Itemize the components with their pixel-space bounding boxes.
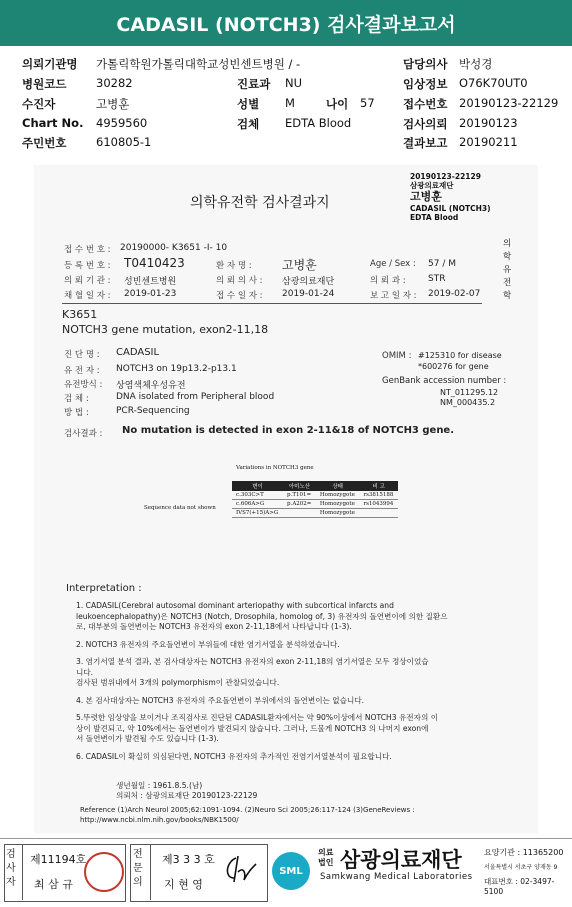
table-row xyxy=(232,500,398,509)
method-label: 방 법 : xyxy=(64,408,89,418)
acc-no-label: 접 수 번 호 : xyxy=(64,245,111,255)
specialist-name: 지 현 영 xyxy=(164,878,203,891)
report-label: 보 고 일 자 : xyxy=(370,291,417,301)
result-label: 검사결과 : xyxy=(64,429,103,439)
value-department: NU xyxy=(285,76,303,90)
receive-label: 접 수 일 자 : xyxy=(216,291,263,301)
specialist-no: 제3 3 3 호 xyxy=(162,853,215,866)
phone: 대표번호 : 02-3497-5100 xyxy=(484,877,555,896)
patient-label: 환 자 명 : xyxy=(216,261,252,271)
label-institution: 의뢰기관명 xyxy=(22,57,78,71)
examiner-no: 제11194호 xyxy=(30,853,87,866)
auth-no: 요양기관 : 11365200 xyxy=(484,848,564,857)
var-cell: c.606A>G xyxy=(232,500,283,509)
label-date: 20190123-22129 xyxy=(410,172,481,181)
specialist-label: 전문의 xyxy=(133,849,143,888)
interp-line: 4. 본 검사대상자는 NOTCH3 유전자의 주요돌연변이 부위에서의 돌연변이는 없습니다. xyxy=(76,695,365,705)
side-text: 의학유전학 xyxy=(503,239,512,301)
omim-label: OMIM : xyxy=(382,351,412,361)
divider xyxy=(22,844,23,900)
var-header: 아미노산 xyxy=(283,481,316,491)
value-accession: 20190123-22129 xyxy=(459,96,559,110)
examiner-name: 최 삼 규 xyxy=(34,878,73,891)
interp-line: 검사된 범위내에서 3개의 polymorphism이 관찰되었습니다. xyxy=(76,678,280,687)
age-sex-label: Age / Sex : xyxy=(370,259,416,269)
specimen-label xyxy=(410,172,491,222)
test-name: NOTCH3 gene mutation, exon2-11,18 xyxy=(62,323,269,336)
genbank-2: NM_000435.2 xyxy=(440,398,496,407)
table-row xyxy=(232,491,398,500)
value-institution: 가톨릭학원가톨릭대학교성빈센트병원 / - xyxy=(96,57,301,71)
var-cell: rs1043994 xyxy=(359,500,398,509)
interp-line: 6. CADASIL이 확실히 의심된다면, NOTCH3 유전자의 추가적인 전염기서열분석이 필요합니다. xyxy=(76,751,392,761)
label-org: 삼광의료재단 xyxy=(410,181,454,190)
interp-line: 2. NOTCH3 유전자의 주요돌연변이 부위들에 대한 염기서열을 분석하였습니다. xyxy=(76,639,340,649)
org-name: 삼광의료재단 xyxy=(340,848,462,872)
label-specimen: 검체 xyxy=(237,117,260,131)
gene: NOTCH3 on 19p13.2-p13.1 xyxy=(116,364,237,374)
var-cell: IVS7(+15)A>G xyxy=(232,509,283,518)
label-department: 진료과 xyxy=(237,77,271,91)
examiner-label: 검사자 xyxy=(6,849,16,888)
report-title: CADASIL (NOTCH3) 검사결과보고서 xyxy=(0,0,572,46)
inherit-label: 유전방식 : xyxy=(64,380,103,390)
dept-label: 의 뢰 과 : xyxy=(370,276,406,286)
var-cell: rs3815188 xyxy=(359,491,398,500)
value-chart-no: 4959560 xyxy=(96,116,148,130)
table-row xyxy=(232,509,398,518)
omim-gene: *600276 for gene xyxy=(418,362,489,371)
omim-disease: #125310 for disease xyxy=(418,351,502,360)
signature-icon xyxy=(222,852,260,886)
org-eng: Samkwang Medical Laboratories xyxy=(320,872,473,882)
var-cell: Homozygote xyxy=(316,500,360,509)
var-cell: Homozygote xyxy=(316,491,360,500)
label-clinical-info: 임상정보 xyxy=(403,77,448,91)
specimen-label-2: 검 체 : xyxy=(64,394,89,404)
acc-no: 20190000- K3651 -I- 10 xyxy=(120,243,228,253)
sequence-note: Sequence data not shown xyxy=(144,505,216,511)
interp-line: 니다. xyxy=(76,667,94,677)
age-sex: 57 / M xyxy=(428,259,456,269)
interp-line: leukoencephalopathy)은 NOTCH3 (Notch, Drosophila, homolog of, 3) 유전자의 돌연변이에 의한 질환으 xyxy=(76,611,448,621)
label-specimen: EDTA Blood xyxy=(410,213,459,222)
var-cell xyxy=(283,509,316,518)
variation-title: Variations in NOTCH3 gene xyxy=(236,465,314,471)
specimen-detail: DNA isolated from Peripheral blood xyxy=(116,392,275,402)
value-request-date: 20190123 xyxy=(459,116,518,130)
receive-date: 2019-01-24 xyxy=(282,289,335,299)
interp-line: 3. 염기서열 분석 결과, 본 검사대상자는 NOTCH3 유전자의 exon 2-11,18의 염기서열은 모두 정상이었습 xyxy=(76,657,429,666)
var-cell: c.303C>T xyxy=(232,491,283,500)
value-doctor: 박성경 xyxy=(459,57,493,71)
interpretation xyxy=(76,601,506,762)
var-cell: Homozygote xyxy=(316,509,360,518)
method: PCR-Sequencing xyxy=(116,406,190,416)
inherit: 상염색체우성유전 xyxy=(116,381,186,391)
test-code: K3651 xyxy=(62,308,98,321)
value-resident-no: 610805-1 xyxy=(96,135,152,149)
org-small-bot: 법인 xyxy=(318,858,334,867)
result-text: No mutation is detected in exon 2-11&18 of NOTCH3 gene. xyxy=(122,425,455,436)
label-chart-no: Chart No. xyxy=(22,116,84,130)
label-hospital-code: 병원코드 xyxy=(22,77,67,91)
value-hospital-code: 30282 xyxy=(96,76,133,90)
reg-no: T0410423 xyxy=(124,256,185,270)
divider xyxy=(62,303,482,304)
req-org: 삼광의료재단 xyxy=(282,277,335,287)
dept: STR xyxy=(428,274,446,284)
interp-title: Interpretation : xyxy=(66,583,142,594)
interp-line: 1. CADASIL(Cerebral autosomal dominant arteriopathy with subcortical infarcts and xyxy=(76,601,394,610)
gene-label: 유 전 자 : xyxy=(64,366,100,376)
genbank-label: GenBank accession number : xyxy=(382,376,507,386)
var-header: 상태 xyxy=(316,481,360,491)
interp-line: 서 돌연변이가 발견될 수도 있습니다 (1-3). xyxy=(76,734,219,743)
org-legal xyxy=(318,848,333,868)
dx-label: 진 단 명 : xyxy=(64,350,100,360)
reference: Reference (1)Arch Neurol 2005;62:1091-1094. (2)Neuro Sci 2005;26:117-124 (3)GeneReviews : xyxy=(80,806,415,814)
label-request-date: 검사의뢰 xyxy=(403,117,448,131)
collect-label: 채 혈 일 자 : xyxy=(64,291,111,301)
req-inst-label: 의 뢰 기 관 : xyxy=(64,276,111,286)
org-small-top: 의료 xyxy=(318,848,334,857)
value-report-date: 20190211 xyxy=(459,135,518,149)
label-resident-no: 주민번호 xyxy=(22,136,67,150)
examiner-seal xyxy=(84,852,124,892)
var-cell xyxy=(359,509,398,518)
var-cell: p.T101= xyxy=(283,491,316,500)
label-doctor: 담당의사 xyxy=(403,57,448,71)
value-sex: M xyxy=(285,96,295,110)
dx: CADASIL xyxy=(116,347,160,358)
value-age: 57 xyxy=(360,96,375,110)
var-header: 변이 xyxy=(232,481,283,491)
interp-line: 5.뚜렷한 임상양을 보이거나 조직검사로 진단된 CADASIL환자에서는 약 90%이상에서 NOTCH3 유전자의 이 xyxy=(76,713,439,722)
value-clinical-info: O76K70UT0 xyxy=(459,76,528,90)
value-patient: 고병훈 xyxy=(96,97,130,111)
reg-no-label: 등 록 번 호 : xyxy=(64,261,111,271)
patient-name: 고병훈 xyxy=(282,258,317,272)
variation-table xyxy=(232,481,398,518)
interp-line: 로, 대부분의 돌연변이는 NOTCH3 유전자의 exon 2-11,18에서 나타납니다 (1-3). xyxy=(76,622,352,631)
label-patient: 수진자 xyxy=(22,97,56,111)
value-specimen: EDTA Blood xyxy=(285,116,352,130)
collect-date: 2019-01-23 xyxy=(124,289,177,299)
report-date: 2019-02-07 xyxy=(428,289,481,299)
label-report-date: 결과보고 xyxy=(403,136,448,150)
req-org-label: 의 뢰 의 사 : xyxy=(216,276,263,286)
doc-title: 의학유전학 검사결과지 xyxy=(190,195,330,211)
var-cell: p.A202= xyxy=(283,500,316,509)
label-accession: 접수번호 xyxy=(403,97,448,111)
genbank-1: NT_011295.12 xyxy=(440,388,499,397)
label-test: CADASIL (NOTCH3) xyxy=(410,204,491,213)
req-inst: 성빈센트병원 xyxy=(124,277,177,287)
var-header: 비 고 xyxy=(359,481,398,491)
address: 서울특별시 서초구 양재동 9 xyxy=(484,864,558,871)
label-age: 나이 xyxy=(326,97,349,111)
interp-line: 상이 발견되고, 약 10%에서는 돌연변이가 발견되지 않습니다. 그러나, 드물게 NOTCH3 의 나머지 exon에 xyxy=(76,723,429,733)
label-sex: 성별 xyxy=(237,97,260,111)
birth-date: 생년월일 : 1961.8.5.(남) xyxy=(116,781,203,790)
divider xyxy=(150,844,151,900)
reference-url: http://www.ncbi.nlm.nih.gov/books/NBK1500/ xyxy=(80,816,239,824)
label-name: 고병훈 xyxy=(410,190,442,203)
logo-mark: SML xyxy=(272,852,310,890)
requester: 의뢰처 : 삼광의료재단 20190123-22129 xyxy=(116,791,258,800)
